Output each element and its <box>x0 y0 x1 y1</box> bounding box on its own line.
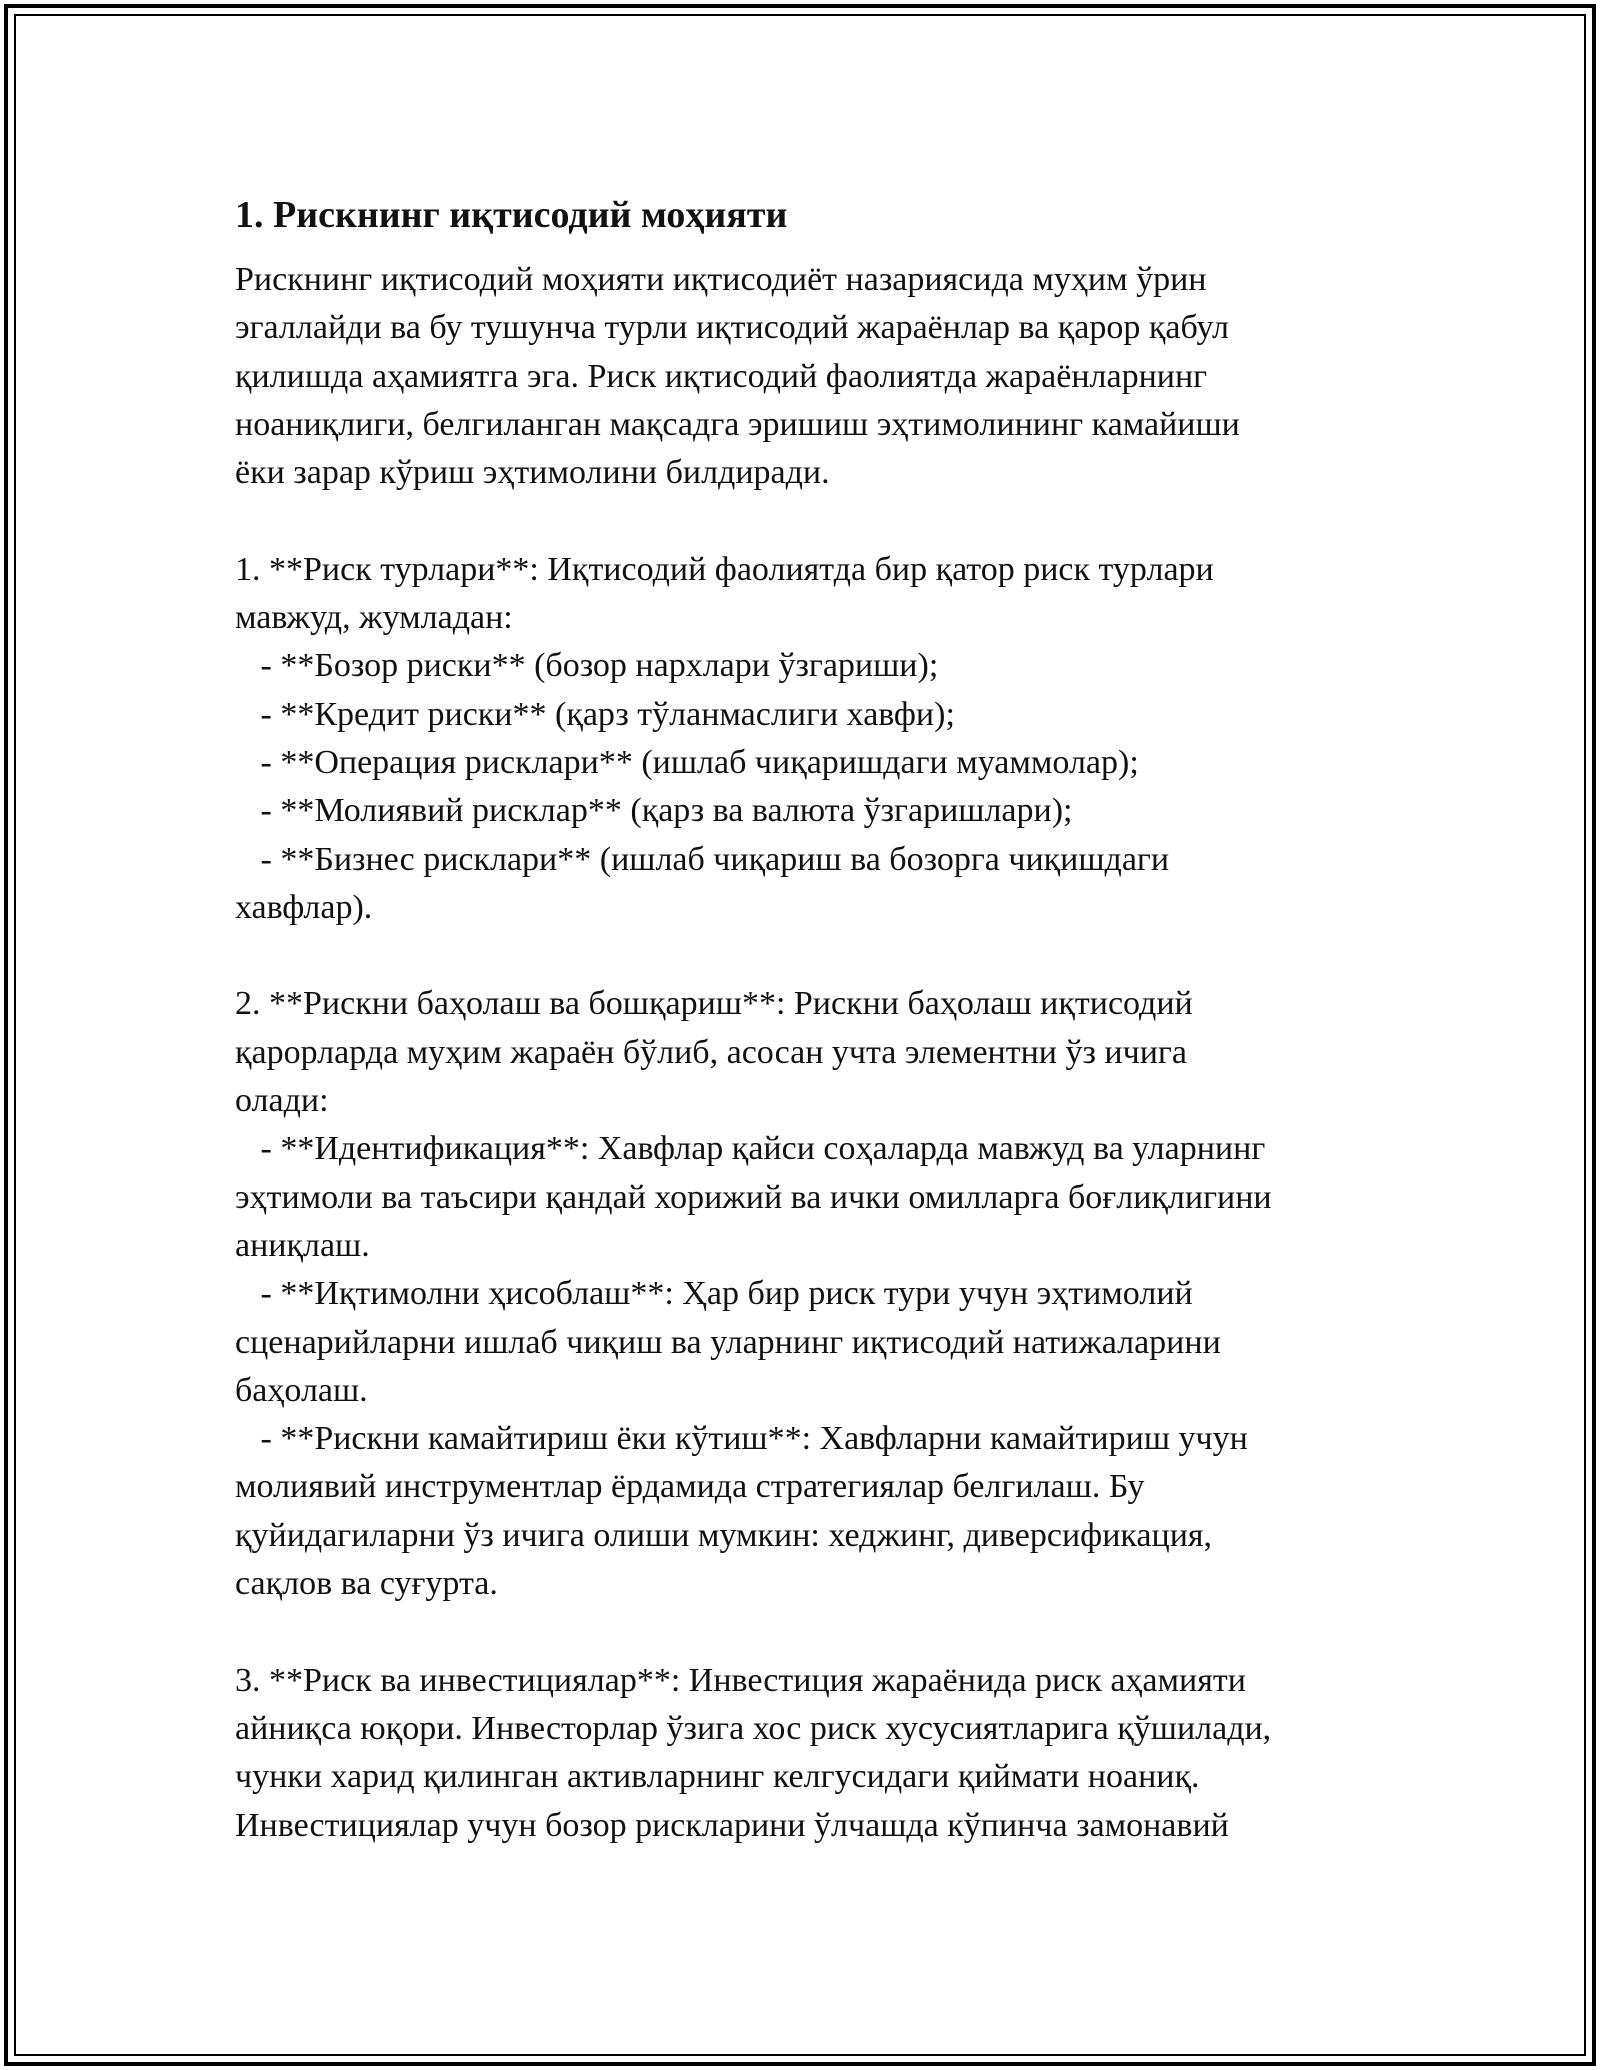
text-line: чунки харид қилинган активларнинг келгусидаги қиймати ноаниқ. <box>235 1758 1200 1796</box>
text-line: эгаллайди ва бу тушунча турли иқтисодий жараёнлар ва қарор қабул <box>235 309 1229 347</box>
text-line: эҳтимоли ва таъсири қандай хорижий ва ички омилларга боғлиқлигини <box>235 1178 1272 1216</box>
text-line: ноаниқлиги, белгиланган мақсадга эришиш эҳтимолининг камайиши <box>235 405 1240 443</box>
text-line: қарорларда муҳим жараён бўлиб, асосан учта элементни ўз ичига <box>235 1033 1187 1071</box>
text-line: - **Иқтимолни ҳисоблаш**: Ҳар бир риск тури учун эҳтимолий <box>235 1275 1193 1313</box>
text-line: молиявий инструментлар ёрдамида стратегиялар белгилаш. Бу <box>235 1468 1145 1506</box>
text-line: олади: <box>235 1082 329 1120</box>
text-line: айниқса юқори. Инвесторлар ўзига хос риск хусусиятларига қўшилади, <box>235 1709 1272 1747</box>
text-line: баҳолаш. <box>235 1371 368 1409</box>
text-line: - **Операция рисклари** (ишлаб чиқаришдаги муаммолар); <box>235 743 1139 781</box>
text-line: ёки зарар кўриш эҳтимолини билдиради. <box>235 454 830 492</box>
text-line: Инвестициялар учун бозор рискларини ўлчашда кўпинча замонавий <box>235 1806 1229 1844</box>
section-heading: 1. Рискнинг иқтисодий моҳияти <box>235 194 788 236</box>
text-line: 1. **Риск турлари**: Иқтисодий фаолиятда бир қатор риск турлари <box>235 550 1214 588</box>
text-line: Рискнинг иқтисодий моҳияти иқтисодиёт назариясида муҳим ўрин <box>235 261 1207 298</box>
text-line: қилишда аҳамиятга эга. Риск иқтисодий фаолиятда жараёнларнинг <box>235 357 1208 395</box>
text-line: - **Бозор риски** (бозор нархлари ўзгариши); <box>235 647 939 685</box>
text-line: - **Молиявий рисклар** (қарз ва валюта ўзгаришлари); <box>235 792 1073 830</box>
blank-line <box>235 497 1395 545</box>
text-line: - **Кредит риски** (қарз тўланмаслиги хавфи); <box>235 695 955 733</box>
blank-line <box>235 932 1395 980</box>
document-body <box>235 188 1395 1850</box>
text-line: аниқлаш. <box>235 1226 370 1264</box>
text-line: - **Идентификация**: Хавфлар қайси соҳаларда мавжуд ва уларнинг <box>235 1130 1266 1168</box>
text-line: - **Рискни камайтириш ёки кўтиш**: Хавфларни камайтириш учун <box>235 1420 1248 1458</box>
text-line: сақлов ва суғурта. <box>235 1565 498 1603</box>
text-line: 2. **Рискни баҳолаш ва бошқариш**: Рискни баҳолаш иқтисодий <box>235 985 1193 1023</box>
blank-line <box>235 1608 1395 1656</box>
text-line: 3. **Риск ва инвестициялар**: Инвестиция жараёнида риск аҳамияти <box>235 1661 1246 1699</box>
text-line: мавжуд, жумладан: <box>235 599 513 637</box>
text-line: сценарийларни ишлаб чиқиш ва уларнинг иқтисодий натижаларини <box>235 1323 1221 1361</box>
text-line: - **Бизнес рисклари** (ишлаб чиқариш ва бозорга чиқишдаги <box>235 840 1170 878</box>
body-text <box>235 256 1395 1850</box>
text-line: хавфлар). <box>235 888 373 926</box>
text-line: қуйидагиларни ўз ичига олиши мумкин: хеджинг, диверсификация, <box>235 1516 1213 1554</box>
